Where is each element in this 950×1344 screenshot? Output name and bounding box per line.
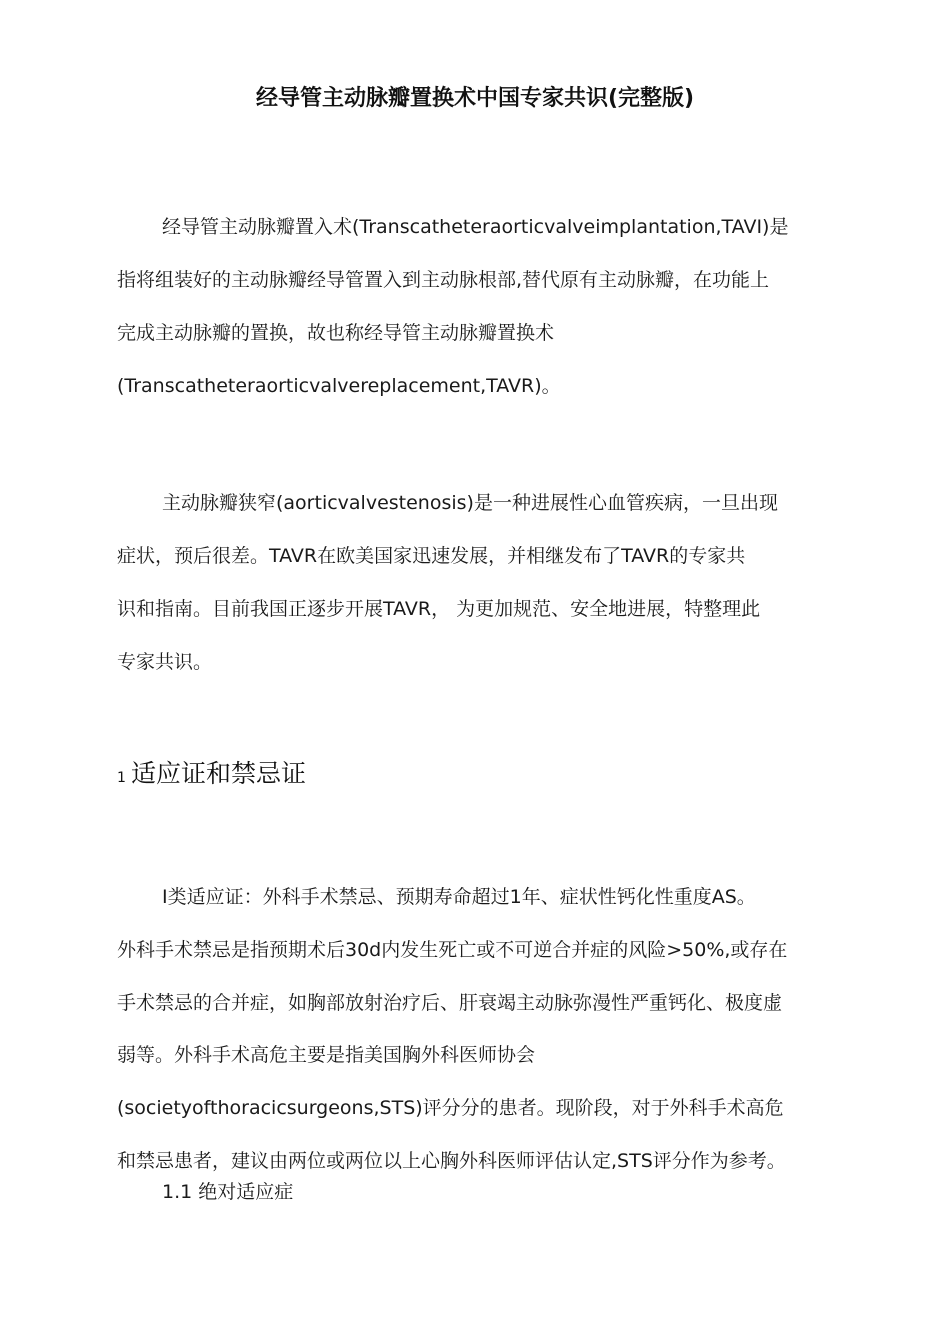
section-title: 适应证和禁忌证 <box>131 759 307 788</box>
paragraph-line: 外科手术禁忌是指预期术后30d内发生死亡或不可逆合并症的风险>50%,或存在 <box>117 939 788 961</box>
paragraph-line: 弱等。外科手术高危主要是指美国胸外科医师协会 <box>117 1044 536 1066</box>
section-number: 1 <box>117 770 126 786</box>
paragraph-line: 专家共识。 <box>117 651 213 673</box>
paragraph-line: (societyofthoracicsurgeons,STS)评分分的患者。现阶段，对于外科手术高危 <box>117 1097 784 1119</box>
paragraph-line: 完成主动脉瓣的置换，故也称经导管主动脉瓣置换术 <box>117 322 555 344</box>
paragraph-line: 经导管主动脉瓣置入术(Transcatheteraorticvalveimplantation,TAVI)是 <box>162 216 789 238</box>
document-title: 经导管主动脉瓣置换术中国专家共识(完整版) <box>255 86 695 111</box>
paragraph-line: 指将组装好的主动脉瓣经导管置入到主动脉根部,替代原有主动脉瓣，在功能上 <box>117 269 770 291</box>
paragraph-line: 手术禁忌的合并症，如胸部放射治疗后、肝衰竭主动脉弥漫性严重钙化、极度虚 <box>117 992 783 1014</box>
section-heading <box>117 757 306 795</box>
paragraph-line: 主动脉瓣狭窄(aorticvalvestenosis)是一种进展性心血管疾病，一旦出现 <box>162 492 778 514</box>
subsection-heading: 1.1 绝对适应症 <box>162 1181 294 1203</box>
paragraph-line: (Transcatheteraorticvalvereplacement,TAVR)。 <box>117 375 561 397</box>
paragraph-line: 识和指南。目前我国正逐步开展TAVR， 为更加规范、安全地进展，特整理此 <box>117 598 761 620</box>
paragraph-line: 和禁忌患者，建议由两位或两位以上心胸外科医师评估认定,STS评分作为参考。 <box>117 1150 786 1172</box>
paragraph-line: I类适应证：外科手术禁忌、预期寿命超过1年、症状性钙化性重度AS。 <box>162 886 756 908</box>
paragraph-line: 症状，预后很差。TAVR在欧美国家迅速发展，并相继发布了TAVR的专家共 <box>117 545 746 567</box>
